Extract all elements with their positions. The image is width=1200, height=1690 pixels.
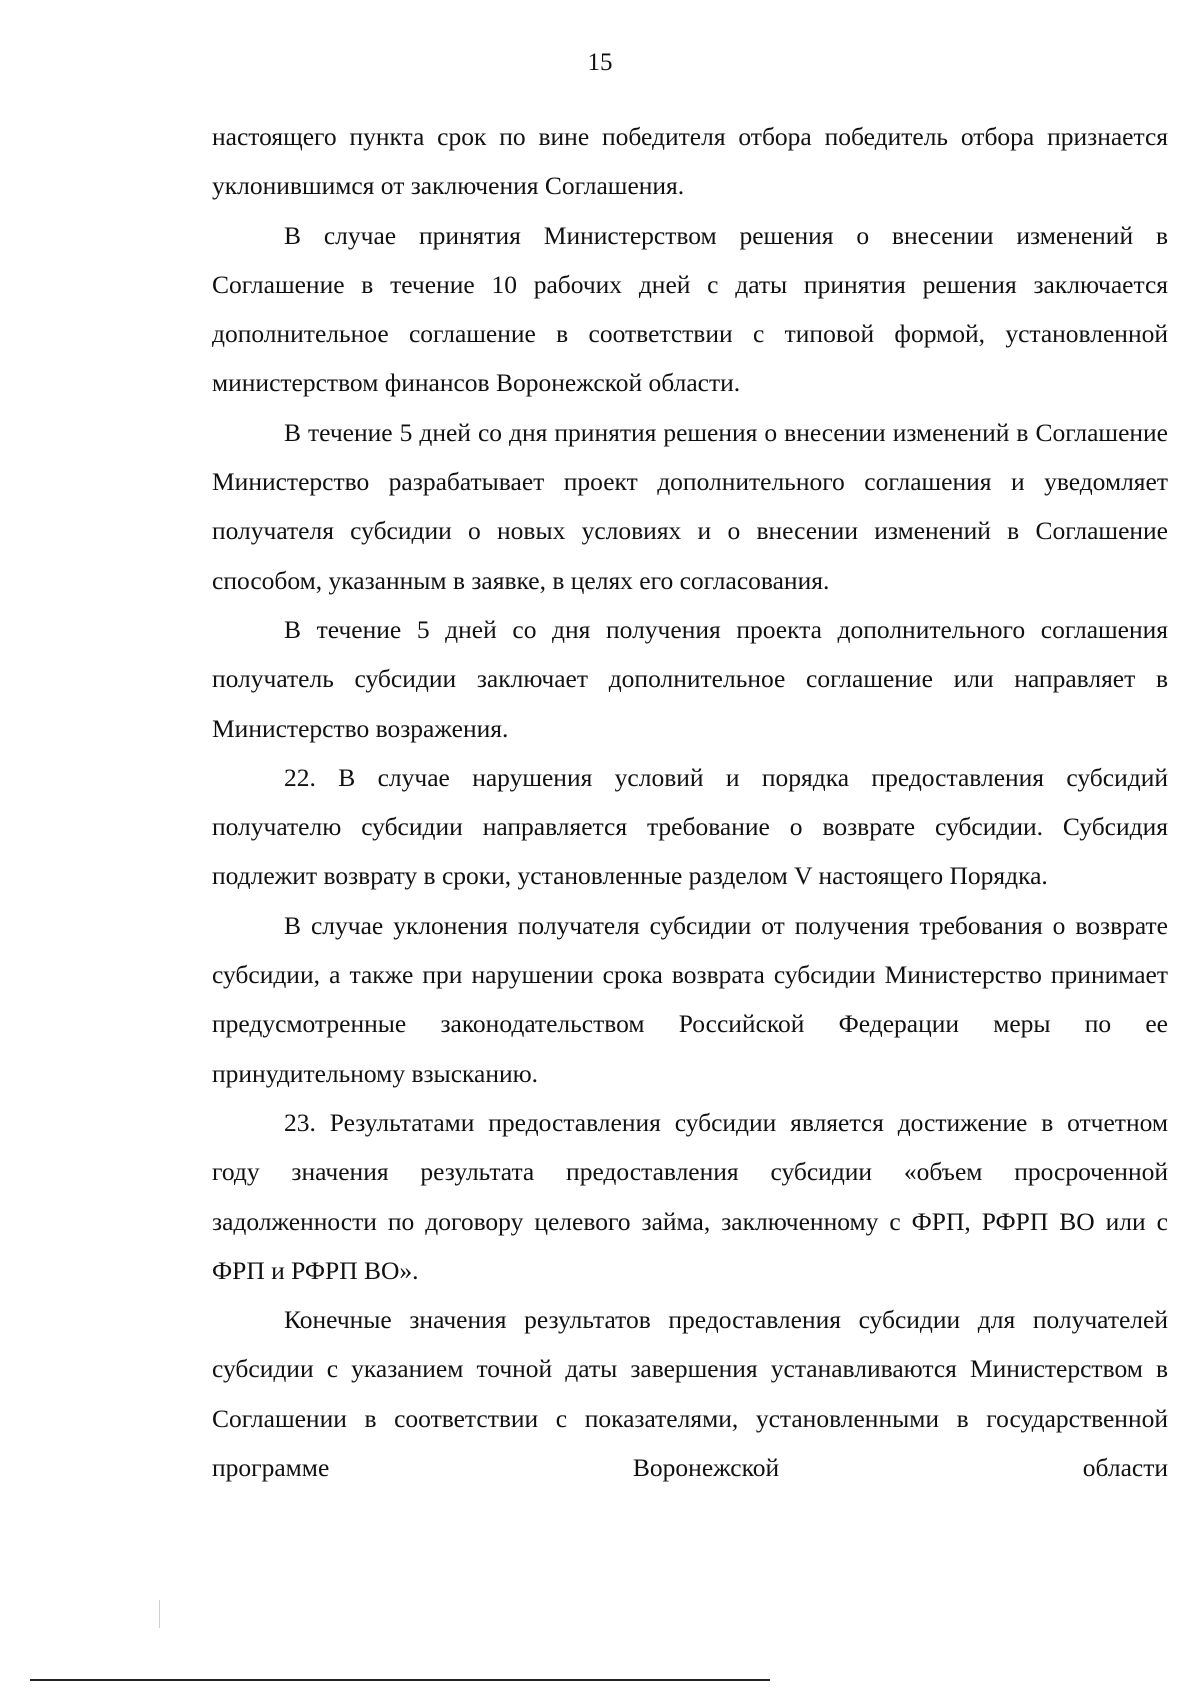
paragraph: Конечные значения результатов предоставления субсидии для получателей субсидии с указанием точной даты завершения устанавливаются Министерством в Соглашении в соответствии с показателями, установленными в государственной программе Воронежской области	[212, 1305, 1168, 1483]
paragraph: В течение 5 дней со дня принятия решения о внесении изменений в Соглашение Министерство разрабатывает проект дополнительного соглашения и уведомляет получателя субсидии о новых условиях и о внесении изменений в Соглашение способом, указанным в заявке, в целях его согласования.	[212, 417, 1168, 595]
footer-rule	[30, 1679, 770, 1681]
paragraph-23: 23. Результатами предоставления субсидии является достижение в отчетном году значения результата предоставления субсидии «объем просроченной задолженности по договору целевого займа, заключенному с ФРП, РФРП ВО или с ФРП и РФРП ВО».	[212, 1107, 1168, 1285]
paragraph: В течение 5 дней со дня получения проекта дополнительного соглашения получатель субсидии заключает дополнительное соглашение или направляет в Министерство возражения.	[212, 614, 1168, 743]
paragraph: В случае уклонения получателя субсидии от получения требования о возврате субсидии, а также при нарушении срока возврата субсидии Министерство принимает предусмотренные законодательством Российской Федерации меры по ее принудительному взысканию.	[212, 910, 1168, 1088]
page-number: 15	[587, 49, 613, 76]
paragraph: настоящего пункта срок по вине победителя отбора победитель отбора признается уклонившимся от заключения Соглашения.	[212, 122, 1168, 201]
document-body	[212, 112, 1168, 1492]
paragraph: В случае принятия Министерством решения о внесении изменений в Соглашение в течение 10 рабочих дней с даты принятия решения заключается дополнительное соглашение в соответствии с типовой формой, установленной министерством финансов Воронежской области.	[212, 220, 1168, 398]
paragraph-22: 22. В случае нарушения условий и порядка предоставления субсидий получателю субсидии направляется требование о возврате субсидии. Субсидия подлежит возврату в сроки, установленные разделом V настоящего Порядка.	[212, 762, 1168, 891]
scan-artifact	[159, 1600, 160, 1628]
